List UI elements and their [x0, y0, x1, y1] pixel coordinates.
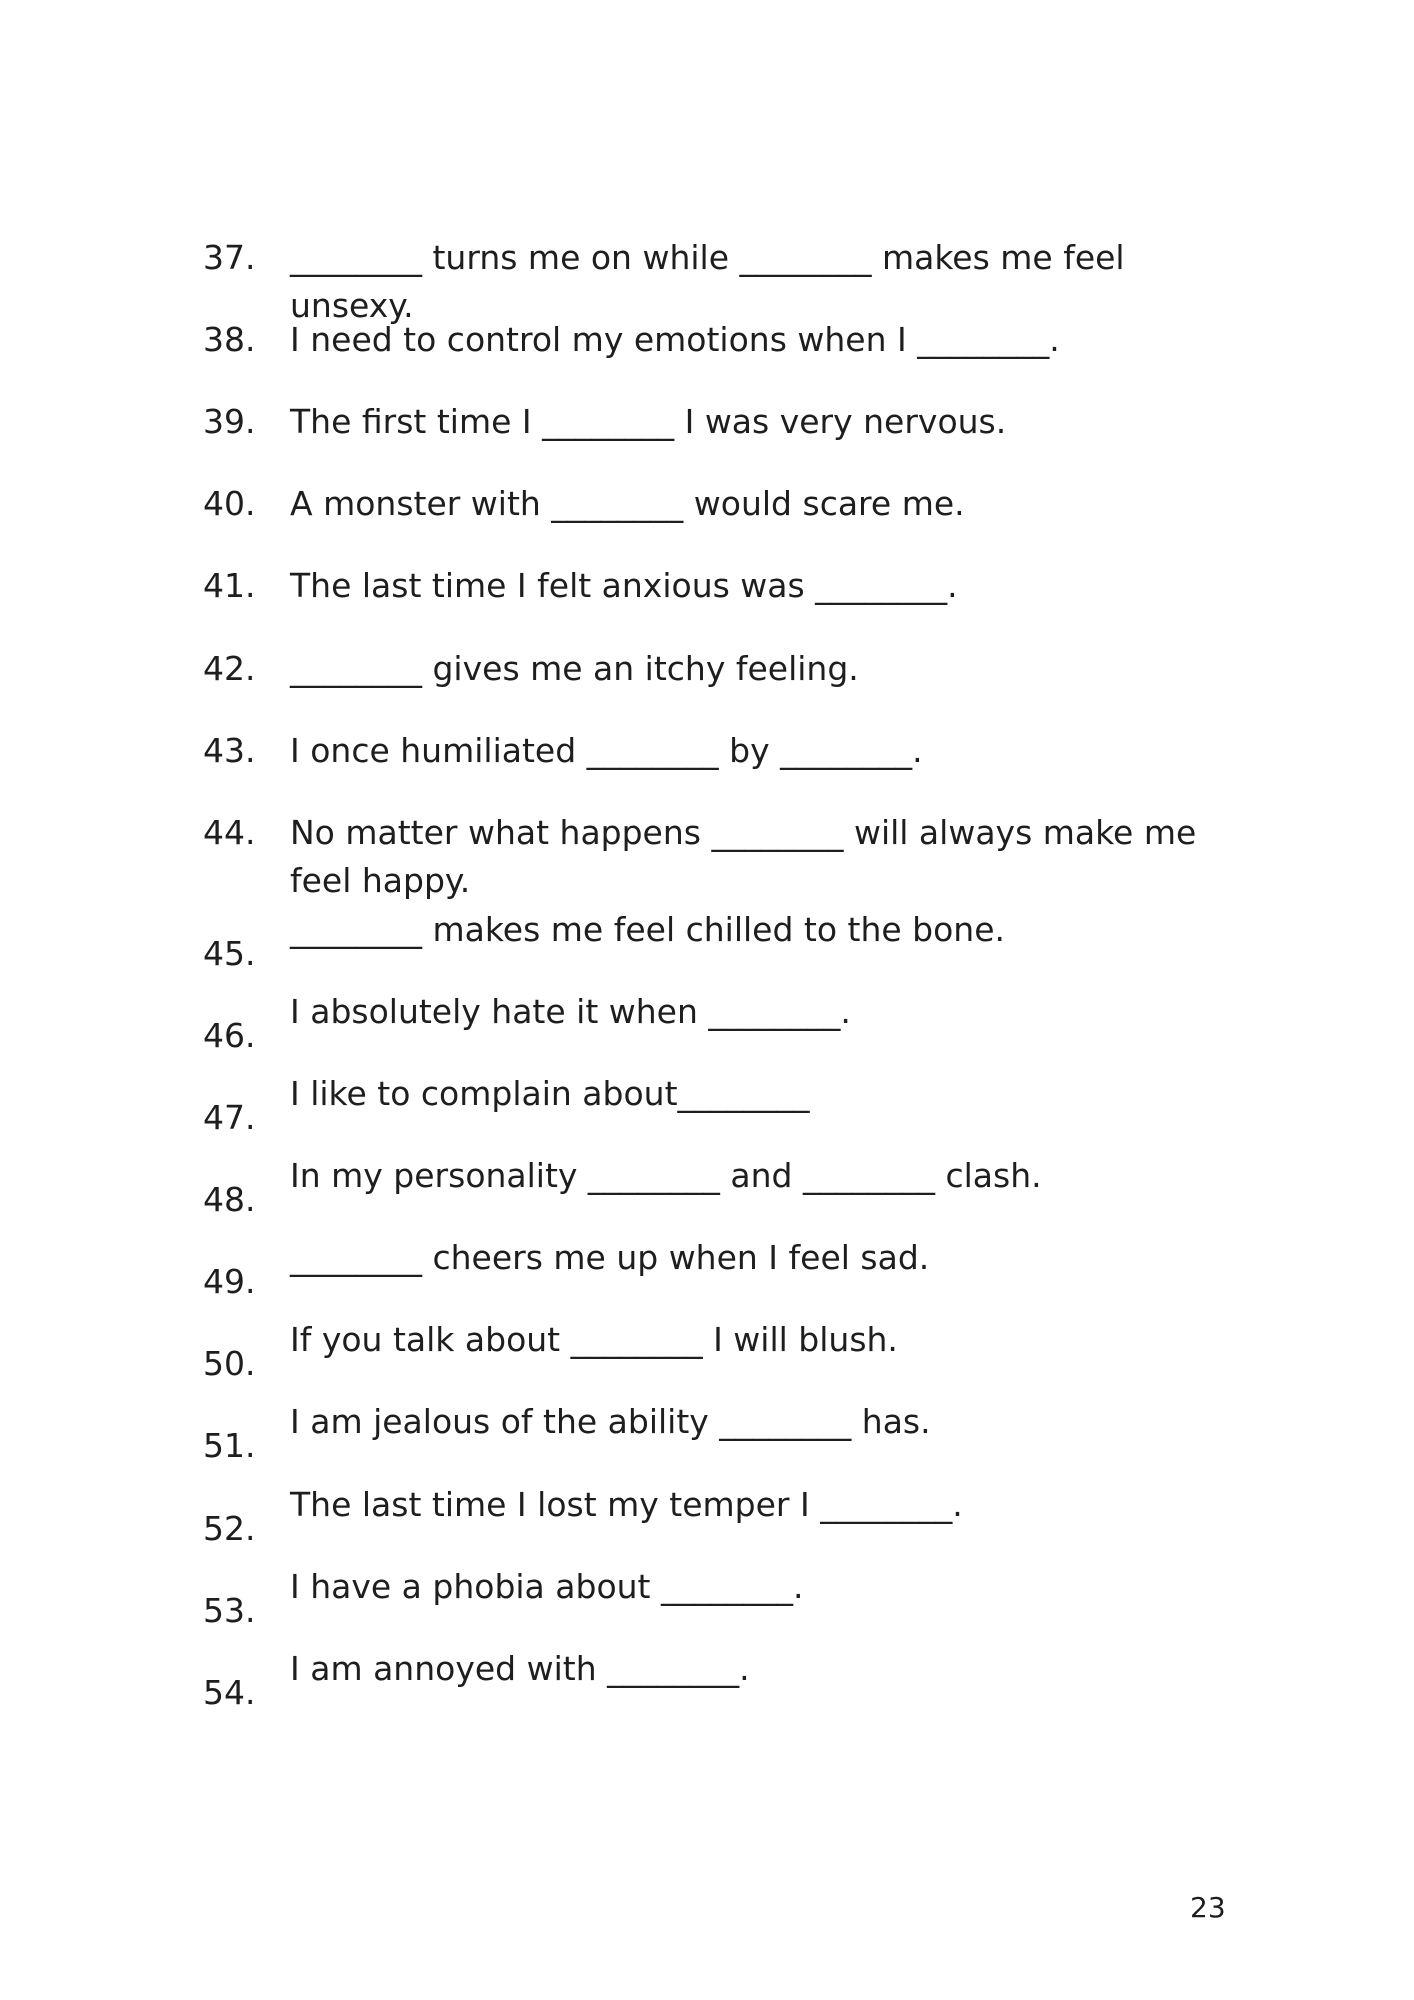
question-number: 50.	[203, 1344, 256, 1383]
question-text: A monster with ________ would scare me.	[290, 484, 965, 523]
question-number: 47.	[203, 1098, 256, 1137]
question-number: 49.	[203, 1262, 256, 1301]
question-text: ________ makes me feel chilled to the bone.	[290, 910, 1006, 949]
question-number: 46.	[203, 1016, 256, 1055]
question-text: ________ gives me an itchy feeling.	[290, 649, 859, 688]
question-text: I am annoyed with ________.	[290, 1649, 750, 1688]
page-number: 23	[1190, 1891, 1226, 1924]
question-number: 38.	[203, 320, 256, 359]
question-number: 52.	[203, 1509, 256, 1548]
question-number: 40.	[203, 484, 256, 523]
question-number: 43.	[203, 731, 256, 770]
question-text: I like to complain about________	[290, 1074, 810, 1113]
question-number: 39.	[203, 402, 256, 441]
question-number: 53.	[203, 1591, 256, 1630]
question-number: 54.	[203, 1673, 256, 1712]
question-number: 51.	[203, 1426, 256, 1465]
question-number: 42.	[203, 649, 256, 688]
question-text: ________ turns me on while ________ makes me feel unsexy.	[290, 238, 1125, 325]
question-text: I am jealous of the ability ________ has.	[290, 1402, 931, 1441]
question-number: 48.	[203, 1180, 256, 1219]
question-text: If you talk about ________ I will blush.	[290, 1320, 898, 1359]
question-number: 45.	[203, 934, 256, 973]
question-text: The first time I ________ I was very nervous.	[290, 402, 1007, 441]
question-text: I have a phobia about ________.	[290, 1567, 804, 1606]
question-number: 37.	[203, 238, 256, 277]
question-text: I need to control my emotions when I ________.	[290, 320, 1060, 359]
question-text: I once humiliated ________ by ________.	[290, 731, 923, 770]
question-text: I absolutely hate it when ________.	[290, 992, 851, 1031]
question-text: No matter what happens ________ will always make me feel happy.	[290, 813, 1197, 900]
question-text: The last time I felt anxious was ________.	[290, 566, 958, 605]
question-number: 44.	[203, 813, 256, 852]
question-text: In my personality ________ and ________ clash.	[290, 1156, 1042, 1195]
question-text: ________ cheers me up when I feel sad.	[290, 1238, 930, 1277]
question-text: The last time I lost my temper I ________.	[290, 1485, 963, 1524]
question-number: 41.	[203, 566, 256, 605]
